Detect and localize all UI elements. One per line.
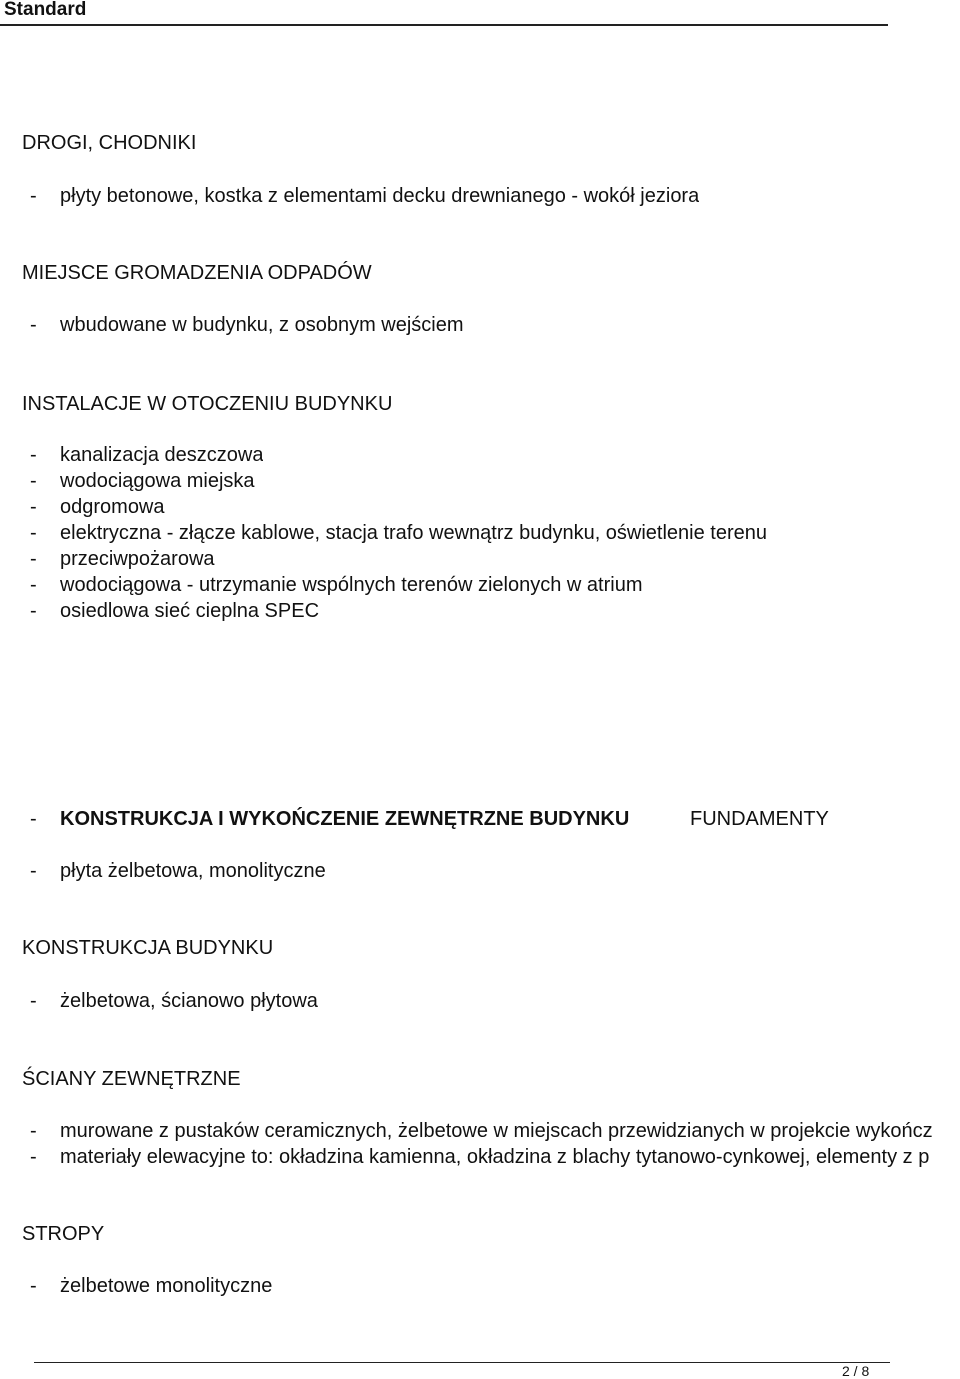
list-item: - wodociągowa miejska xyxy=(30,470,255,492)
list-item: - żelbetowe monolityczne xyxy=(30,1275,273,1297)
footer-divider xyxy=(34,1362,890,1363)
section-heading-fundamenty: FUNDAMENTY xyxy=(690,808,829,830)
section-heading-konstrukcja-budynku: KONSTRUKCJA BUDYNKU xyxy=(22,937,274,959)
list-item: - materiały elewacyjne to: okładzina kamienna, okładzina z blachy tytanowo-cynkowej, elementy z p xyxy=(30,1146,930,1168)
heading-dash: - xyxy=(30,808,37,830)
heading-bold: KONSTRUKCJA I WYKOŃCZENIE ZEWNĘTRZNE BUDYNKU xyxy=(60,808,630,830)
list-item-text: wodociągowa miejska xyxy=(60,470,255,492)
list-item-text: przeciwpożarowa xyxy=(60,548,215,570)
list-item-text: płyty betonowe, kostka z elementami decku drewnianego - wokół jeziora xyxy=(60,185,700,207)
list-item-text: osiedlowa sieć cieplna SPEC xyxy=(60,600,320,622)
section-heading-drogi: DROGI, CHODNIKI xyxy=(22,132,197,154)
list-item-text: elektryczna - złącze kablowe, stacja trafo wewnątrz budynku, oświetlenie terenu xyxy=(60,522,768,544)
list-item-text: wbudowane w budynku, z osobnym wejściem xyxy=(60,314,464,336)
list-item: - murowane z pustaków ceramicznych, żelbetowe w miejscach przewidzianych w projekcie wykończ xyxy=(30,1120,933,1142)
section-heading-instalacje: INSTALACJE W OTOCZENIU BUDYNKU xyxy=(22,393,393,415)
list-item-text: żelbetowe monolityczne xyxy=(60,1275,273,1297)
list-item: - elektryczna - złącze kablowe, stacja trafo wewnątrz budynku, oświetlenie terenu xyxy=(30,522,768,544)
list-item: - przeciwpożarowa xyxy=(30,548,215,570)
list-item: - żelbetowa, ścianowo płytowa xyxy=(30,990,318,1012)
section-heading-stropy: STROPY xyxy=(22,1223,105,1245)
list-item-text: odgromowa xyxy=(60,496,165,518)
list-item-text: żelbetowa, ścianowo płytowa xyxy=(60,990,318,1012)
document-header xyxy=(0,0,888,26)
section-heading-odpady: MIEJSCE GROMADZENIA ODPADÓW xyxy=(22,262,372,284)
list-item: - osiedlowa sieć cieplna SPEC xyxy=(30,600,320,622)
list-item: - płyty betonowe, kostka z elementami decku drewnianego - wokół jeziora xyxy=(30,185,700,207)
list-item: - kanalizacja deszczowa xyxy=(30,444,264,466)
list-item-text: płyta żelbetowa, monolityczne xyxy=(60,860,326,882)
header-title: Standard xyxy=(4,0,87,20)
list-item: - płyta żelbetowa, monolityczne xyxy=(30,860,326,882)
section-heading-sciany: ŚCIANY ZEWNĘTRZNE xyxy=(22,1068,241,1090)
list-item-text: wodociągowa - utrzymanie wspólnych terenów zielonych w atrium xyxy=(60,574,643,596)
list-item-text: materiały elewacyjne to: okładzina kamienna, okładzina z blachy tytanowo-cynkowej, elementy z p xyxy=(60,1146,930,1168)
list-item-text: kanalizacja deszczowa xyxy=(60,444,264,466)
list-item-text: murowane z pustaków ceramicznych, żelbetowe w miejscach przewidzianych w projekcie wykończ xyxy=(60,1120,933,1142)
list-item: - odgromowa xyxy=(30,496,165,518)
list-item: - wodociągowa - utrzymanie wspólnych terenów zielonych w atrium xyxy=(30,574,643,596)
list-item: - wbudowane w budynku, z osobnym wejściem xyxy=(30,314,464,336)
section-heading-konstrukcja-zew xyxy=(30,807,629,831)
page-number: 2 / 8 xyxy=(842,1363,870,1379)
